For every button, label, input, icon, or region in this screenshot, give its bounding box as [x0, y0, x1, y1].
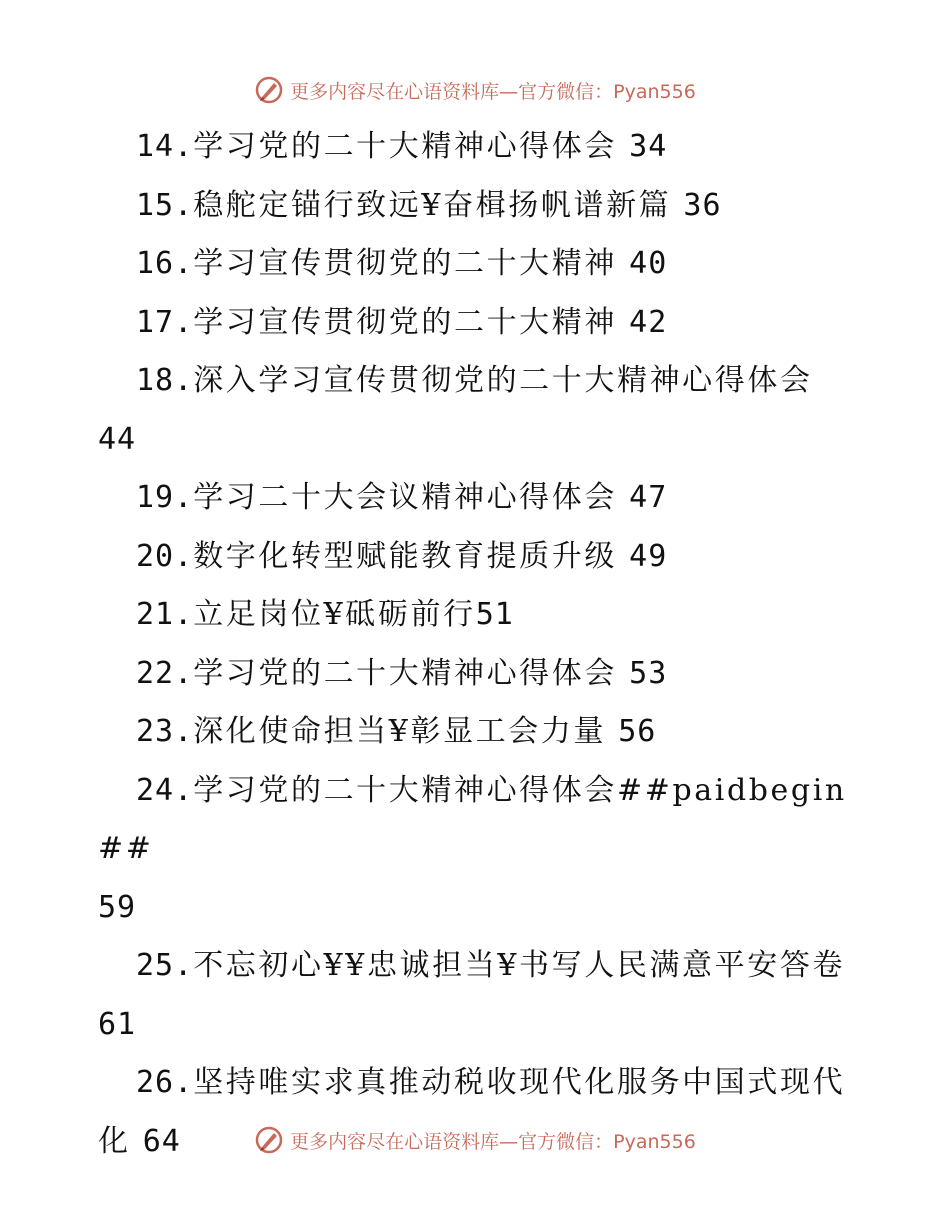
toc-entry-title: 数字化转型赋能教育提质升级	[193, 538, 617, 574]
toc-entry-number: 15.	[136, 187, 194, 223]
toc-entry-page: 36	[683, 187, 722, 223]
toc-entry-page: 47	[629, 480, 668, 515]
toc-entry-number: 17.	[136, 304, 194, 340]
toc-entry-title: 深化使命担当¥彰显工会力量	[193, 714, 607, 749]
toc-entry	[0, 469, 950, 528]
toc-entry	[0, 118, 950, 177]
toc-entry-title: 学习宣传贯彻党的二十大精神	[193, 246, 617, 281]
toc-entry	[0, 586, 950, 645]
toc-entry-title: 学习党的二十大精神心得体会	[193, 129, 617, 164]
toc-entry-number: 14.	[136, 129, 194, 164]
toc-entry-page: 49	[629, 538, 668, 574]
toc-entry-number: 24.	[136, 772, 194, 808]
toc-entry-page: 53	[629, 655, 668, 691]
toc-entry-page: 34	[629, 129, 668, 164]
pen-logo-icon	[254, 1125, 284, 1155]
toc-entry-number: 26.	[136, 1065, 194, 1100]
toc-entry-number: 19.	[136, 480, 194, 515]
toc-entry-title: 稳舵定锚行致远¥奋楫扬帆谱新篇	[193, 187, 672, 223]
toc-entry-page: 61	[98, 1006, 137, 1042]
toc-entry-number: 20.	[136, 538, 194, 574]
toc-entry-title: 学习党的二十大精神心得体会	[193, 655, 617, 691]
pen-logo-icon	[254, 75, 284, 105]
toc-entry	[0, 937, 950, 1054]
toc-entry-number: 25.	[136, 948, 194, 983]
toc-entry-number: 18.	[136, 363, 194, 398]
toc-entry-number: 23.	[136, 714, 194, 749]
toc-entry-page: 51	[475, 597, 514, 632]
watermark-header	[0, 70, 950, 110]
toc-entry-title: 深入学习宣传贯彻党的二十大精神心得体会	[193, 363, 813, 398]
toc-entry-page: 64	[142, 1123, 181, 1159]
toc-entry-page: 40	[629, 246, 668, 281]
toc-entry	[0, 352, 950, 469]
toc-entry-title: 学习宣传贯彻党的二十大精神	[193, 304, 617, 340]
toc-entry	[0, 528, 950, 587]
toc-entry-number: 16.	[136, 246, 194, 281]
toc-entry-title: 立足岗位¥砥砺前行	[193, 597, 476, 632]
toc-entry-title: 不忘初心¥¥忠诚担当¥书写人民满意平安答卷	[193, 948, 846, 983]
toc-entry	[0, 703, 950, 762]
toc-entry-page: 42	[629, 304, 668, 340]
toc-entry	[0, 235, 950, 294]
toc-entry-title: 学习党的二十大精神心得体会##paidbegin##	[98, 772, 847, 866]
toc-entry-page: 56	[618, 714, 657, 749]
watermark-text: 更多内容尽在心语资料库—官方微信：Pyan556	[290, 80, 696, 103]
table-of-contents	[0, 118, 950, 1171]
toc-entry-title: 学习二十大会议精神心得体会	[193, 480, 617, 515]
toc-entry-page: 44	[98, 421, 137, 457]
toc-entry	[0, 294, 950, 353]
watermark-footer	[0, 1120, 950, 1160]
toc-entry	[0, 762, 950, 938]
toc-entry	[0, 177, 950, 236]
toc-entry-number: 21.	[136, 597, 194, 632]
watermark-text: 更多内容尽在心语资料库—官方微信：Pyan556	[290, 1130, 696, 1153]
toc-entry-page: 59	[98, 889, 137, 925]
toc-entry	[0, 645, 950, 704]
toc-entry-title: 坚持唯实求真推动税收现代化服务中国式现代化	[98, 1065, 846, 1159]
toc-entry-number: 22.	[136, 655, 194, 691]
